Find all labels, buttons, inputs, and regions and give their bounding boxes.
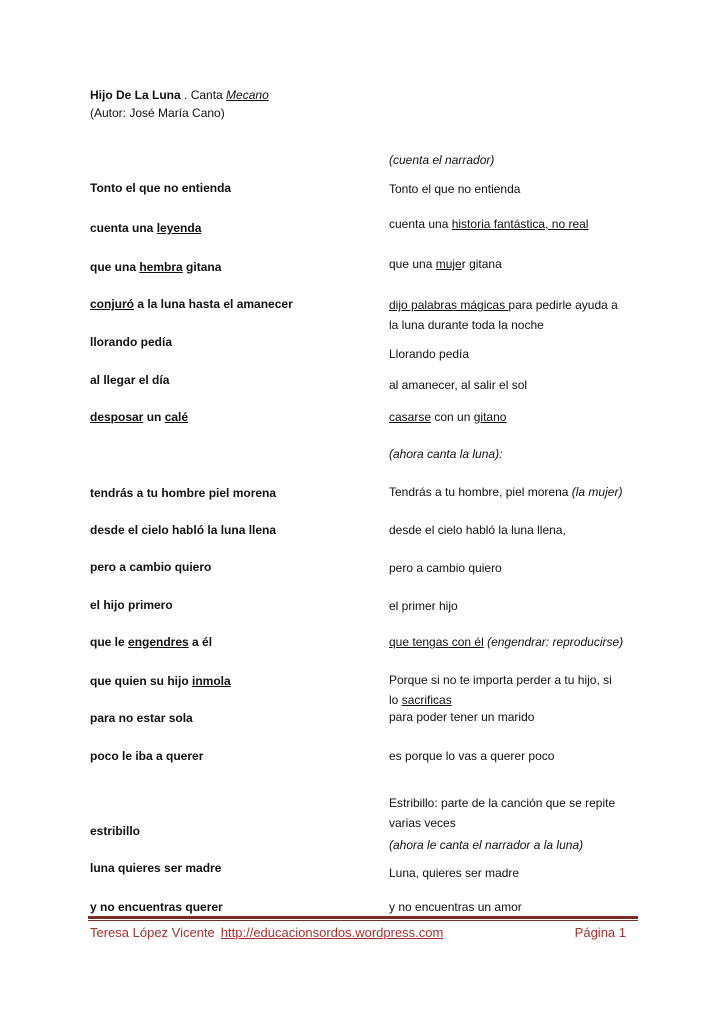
- explanation-12: que tengas con él (engendrar: reproducirse): [389, 635, 624, 649]
- lyric-line-16: estribillo: [90, 824, 141, 838]
- footer-author: Teresa López Vicente: [90, 925, 215, 940]
- lyric-line-1: Tonto el que no entienda: [90, 181, 232, 195]
- lyric-line-3: que una hembra gitana: [90, 260, 222, 274]
- lyric-line-2: cuenta una leyenda: [90, 221, 202, 235]
- lyric-line-10: pero a cambio quiero: [90, 560, 212, 574]
- lyric-line-12: que le engendres a él: [90, 635, 213, 649]
- lyric-line-13: que quien su hijo inmola: [90, 674, 231, 688]
- explanation-16: Luna, quieres ser madre: [389, 866, 520, 880]
- lyric-line-11: el hijo primero: [90, 598, 173, 612]
- explanation-6: al amanecer, al salir el sol: [389, 378, 528, 392]
- lyric-line-9: desde el cielo habló la luna llena: [90, 523, 277, 537]
- explanation-13: Porque si no te importa perder a tu hijo, si lo sacrificas: [389, 673, 612, 707]
- explanation-3: que una mujer gitana: [389, 257, 502, 271]
- artist-name: Mecano: [226, 88, 269, 102]
- page-number: Página 1: [574, 925, 626, 940]
- lyric-line-7: desposar un calé: [90, 410, 189, 424]
- footer-divider: [88, 916, 638, 919]
- explanation-5: Llorando pedía: [389, 347, 470, 361]
- explanation-10: pero a cambio quiero: [389, 561, 502, 575]
- explanation-1: Tonto el que no entienda: [389, 182, 521, 196]
- footer-divider-thin: [88, 920, 638, 921]
- explanation-17: y no encuentras un amor: [389, 900, 522, 914]
- explanation-8: Tendrás a tu hombre, piel morena (la mujer): [389, 485, 623, 499]
- author-line: (Autor: José María Cano): [90, 106, 225, 120]
- title-separator: . Canta: [180, 88, 227, 102]
- document-title: [90, 88, 269, 102]
- page-footer: [90, 925, 638, 943]
- narrator-note: (cuenta el narrador): [389, 153, 495, 167]
- explanation-11: el primer hijo: [389, 599, 458, 613]
- explanation-15: es porque lo vas a querer poco: [389, 749, 555, 763]
- lyric-line-14: para no estar sola: [90, 711, 193, 725]
- narrator-to-moon-note: (ahora le canta el narrador a la luna): [389, 838, 584, 852]
- explanation-2: cuenta una historia fantástica, no real: [389, 217, 589, 231]
- explanation-7: casarse con un gitano: [389, 410, 507, 424]
- explanation-14: para poder tener un marido: [389, 710, 535, 724]
- song-title: Hijo De La Luna: [90, 88, 181, 102]
- lyric-line-17: luna quieres ser madre: [90, 861, 222, 875]
- footer-link[interactable]: http://educacionsordos.wordpress.com: [220, 925, 444, 940]
- lyric-line-4: conjuró a la luna hasta el amanecer: [90, 297, 293, 311]
- explanation-4: dijo palabras mágicas para pedirle ayuda a la luna durante toda la noche: [389, 298, 618, 332]
- explanation-9: desde el cielo habló la luna llena,: [389, 523, 566, 537]
- lyric-line-8: tendrás a tu hombre piel morena: [90, 486, 277, 500]
- moon-sings-note: (ahora canta la luna):: [389, 447, 503, 461]
- lyric-line-6: al llegar el día: [90, 373, 170, 387]
- chorus-definition: Estribillo: parte de la canción que se repite varias veces: [389, 796, 616, 830]
- lyric-line-15: poco le iba a querer: [90, 749, 204, 763]
- lyric-line-5: llorando pedía: [90, 335, 173, 349]
- lyric-line-18: y no encuentras querer: [90, 900, 223, 914]
